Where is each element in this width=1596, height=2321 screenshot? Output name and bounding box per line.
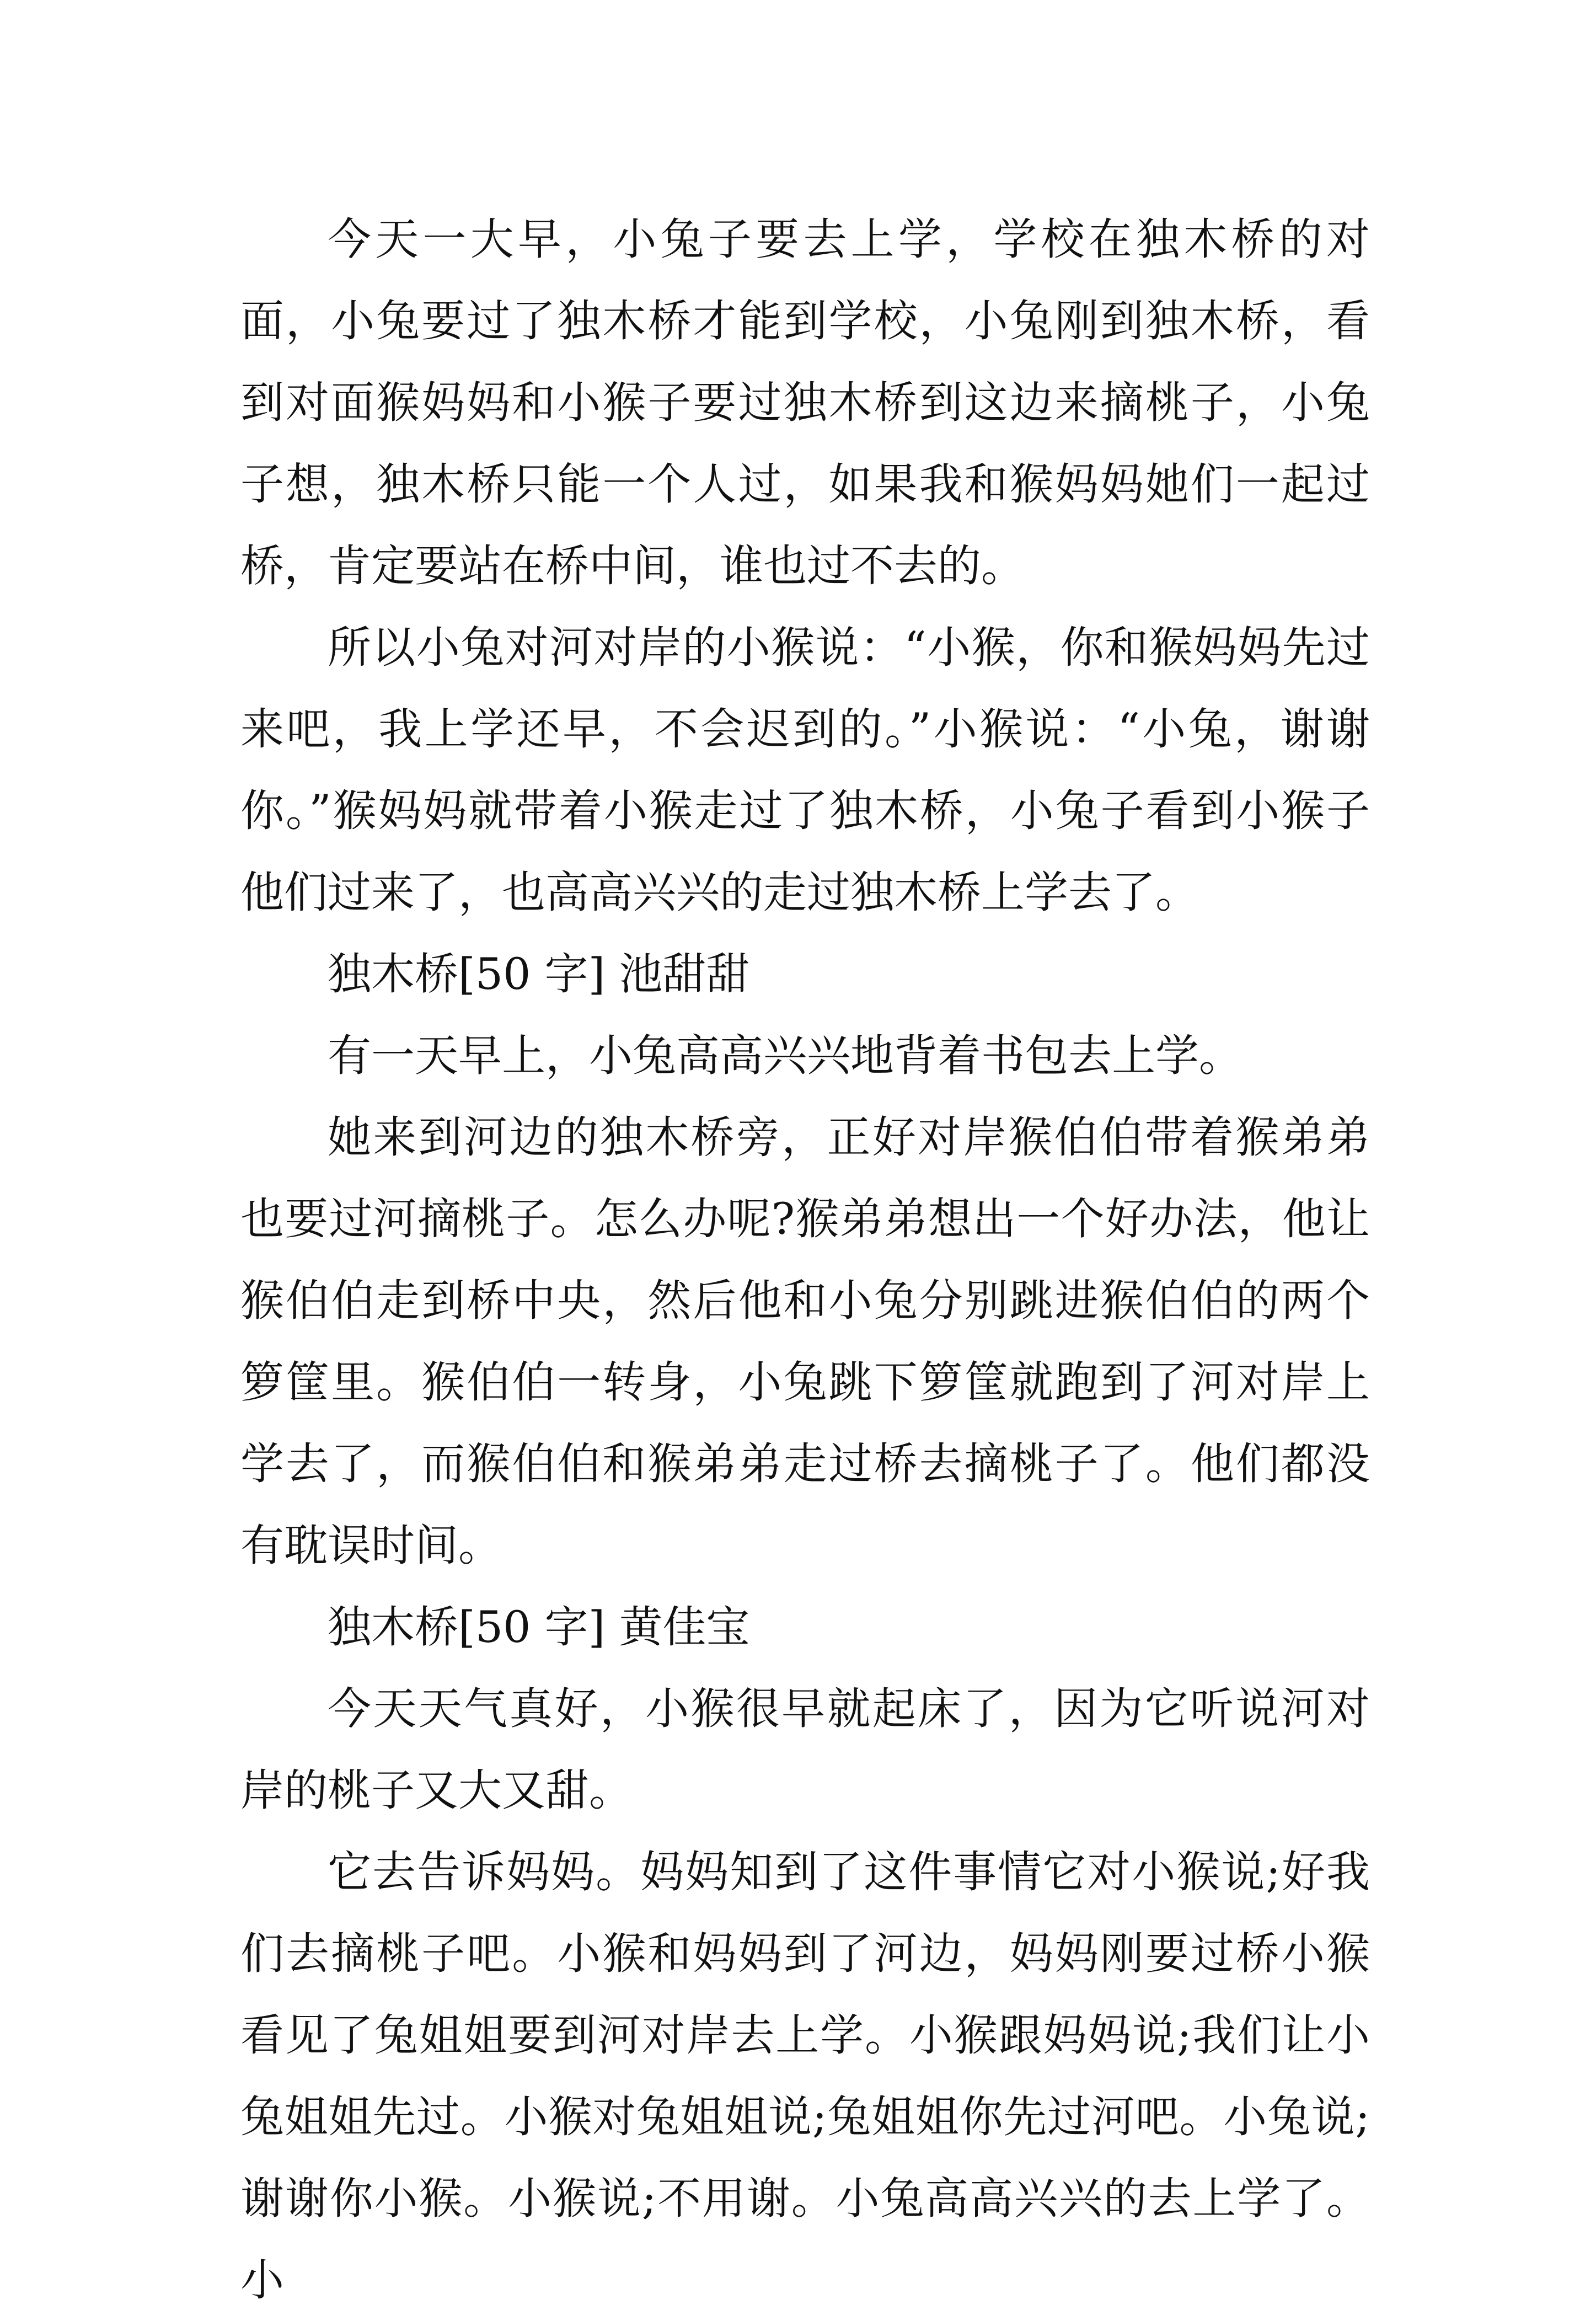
paragraph-4: 她来到河边的独木桥旁，正好对岸猴伯伯带着猴弟弟也要过河摘桃子。怎么办呢?猴弟弟想出一个好办法，他让猴伯伯走到桥中央，然后他和小兔分别跳进猴伯伯的两个箩筐里。猴伯伯一转身，小兔跳下箩筐就跑到了河对岸上学去了，而猴伯伯和猴弟弟走过桥去摘桃子了。他们都没有耽误时间。 (240, 1112, 1370, 1571)
paragraph-5: 今天天气真好，小猴很早就起床了，因为它听说河对岸的桃子又大又甜。 (240, 1683, 1370, 1816)
paragraph-6: 它去告诉妈妈。妈妈知到了这件事情它对小猴说;好我们去摘桃子吧。小猴和妈妈到了河边，妈妈刚要过桥小猴看见了兔姐姐要到河对岸去上学。小猴跟妈妈说;我们让小兔姐姐先过。小猴对兔姐姐说;兔姐姐你先过河吧。小兔说;谢谢你小猴。小猴说;不用谢。小兔高高兴兴的去上学了。小 (240, 1847, 1370, 2306)
paragraph-1: 今天一大早，小兔子要去上学，学校在独木桥的对面，小兔要过了独木桥才能到学校，小兔刚到独木桥，看到对面猴妈妈和小猴子要过独木桥到这边来摘桃子，小兔子想，独木桥只能一个人过，如果我和猴妈妈她们一起过桥，肯定要站在桥中间，谁也过不去的。 (240, 214, 1370, 591)
paragraph-3: 有一天早上，小兔高高兴兴地背着书包去上学。 (328, 1030, 1242, 1081)
section-heading-2: 独木桥[50 字] 黄佳宝 (328, 1602, 750, 1652)
paragraph-2: 所以小兔对河对岸的小猴说：“小猴，你和猴妈妈先过来吧，我上学还早，不会迟到的。”小猴说：“小兔，谢谢你。”猴妈妈就带着小猴走过了独木桥，小兔子看到小猴子他们过来了，也高高兴兴的走过独木桥上学去了。 (240, 622, 1370, 918)
document-body (240, 199, 1370, 2321)
section-heading-1: 独木桥[50 字] 池甜甜 (328, 949, 750, 999)
